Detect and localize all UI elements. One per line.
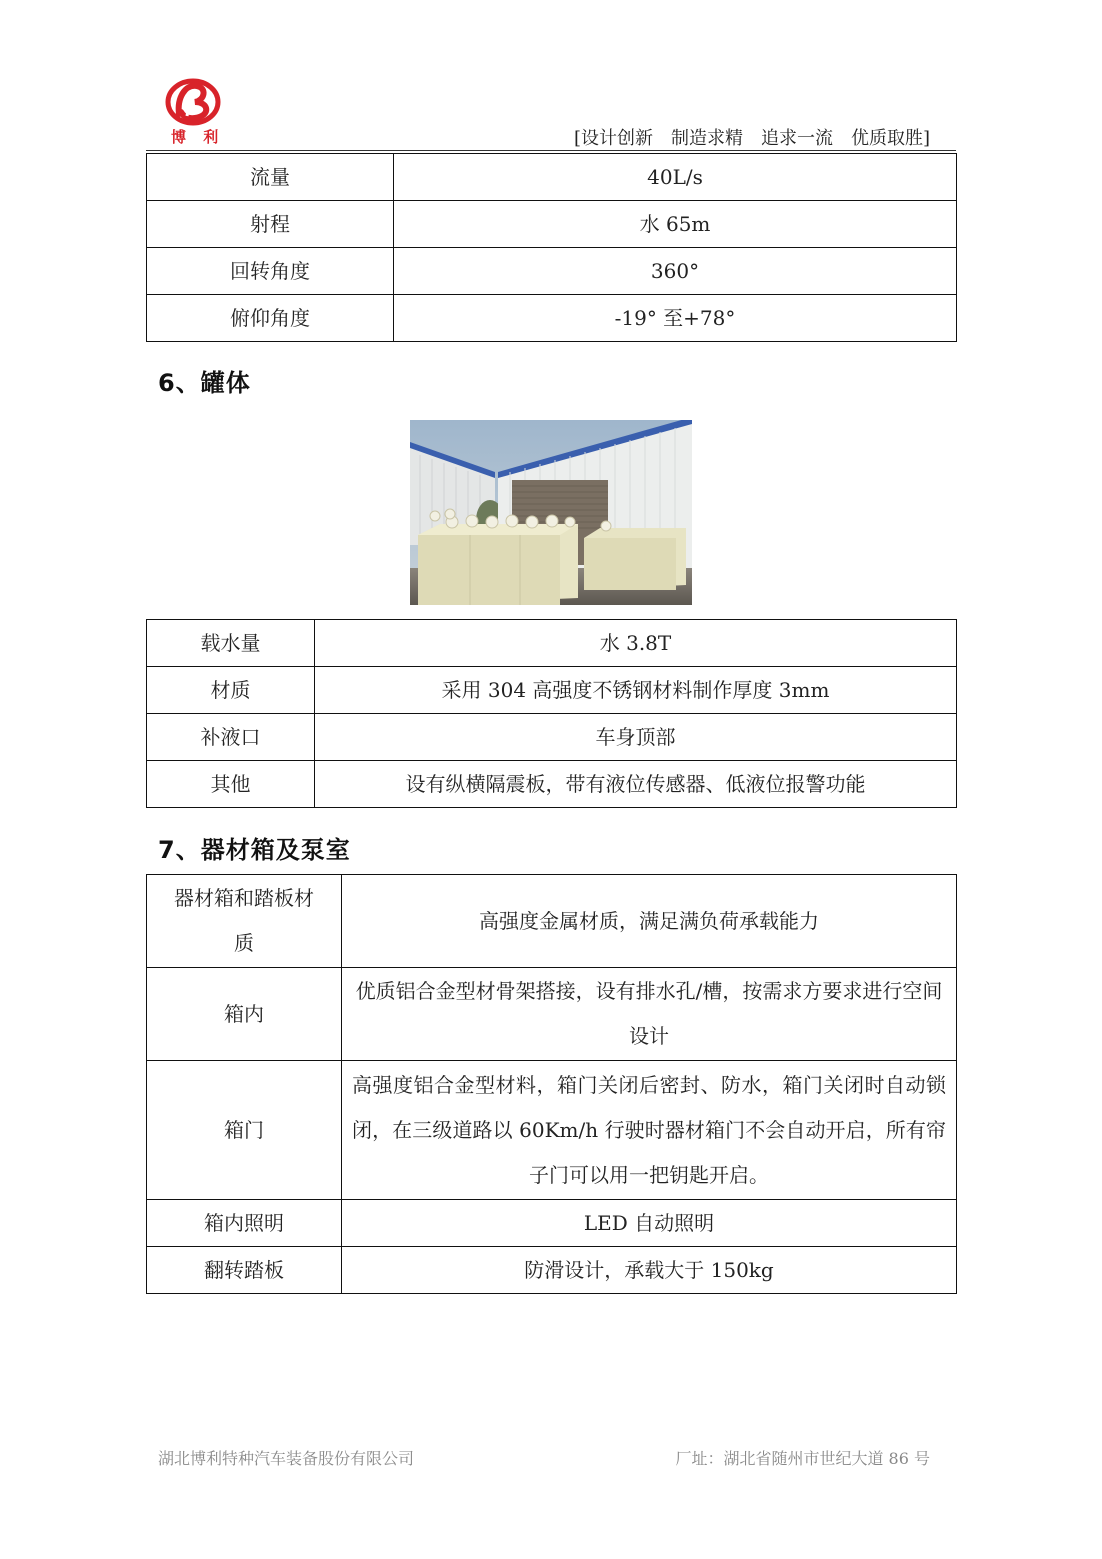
row-value: 360°	[394, 248, 957, 295]
table-row	[147, 968, 957, 1061]
footer-company: 湖北博利特种汽车装备股份有限公司	[158, 1449, 415, 1468]
table-row	[147, 248, 957, 295]
tank-photo	[410, 420, 692, 605]
table-row	[147, 714, 957, 761]
table-row	[147, 620, 957, 667]
row-label: 箱内	[147, 968, 342, 1061]
row-label: 箱门	[147, 1061, 342, 1200]
row-value: 优质铝合金型材骨架搭接，设有排水孔/槽，按需求方要求进行空间设计	[342, 968, 957, 1061]
section-heading-equipment-box: 7、器材箱及泵室	[158, 836, 351, 864]
row-value: 防滑设计，承载大于 150kg	[342, 1247, 957, 1294]
section-heading-tank: 6、罐体	[158, 369, 251, 397]
row-label: 补液口	[147, 714, 315, 761]
table-row	[147, 295, 957, 342]
row-label: 材质	[147, 667, 315, 714]
row-value: 水 65m	[394, 201, 957, 248]
footer-address: 厂址：湖北省随州市世纪大道 86 号	[675, 1449, 930, 1468]
row-value: 水 3.8T	[315, 620, 957, 667]
header-divider	[146, 150, 956, 151]
row-label: 翻转踏板	[147, 1247, 342, 1294]
spec-table-tank	[146, 619, 957, 808]
table-row	[147, 154, 957, 201]
table-row	[147, 1200, 957, 1247]
row-label: 俯仰角度	[147, 295, 394, 342]
row-value: -19° 至+78°	[394, 295, 957, 342]
row-label: 器材箱和踏板材质	[147, 875, 342, 968]
row-value: 设有纵横隔震板，带有液位传感器、低液位报警功能	[315, 761, 957, 808]
row-value: 采用 304 高强度不锈钢材料制作厚度 3mm	[315, 667, 957, 714]
spec-table-water-cannon	[146, 153, 957, 342]
row-value: 高强度铝合金型材料，箱门关闭后密封、防水，箱门关闭时自动锁闭，在三级道路以 60Km/h 行驶时器材箱门不会自动开启，所有帘子门可以用一把钥匙开启。	[342, 1061, 957, 1200]
table-row	[147, 1247, 957, 1294]
table-row	[147, 761, 957, 808]
row-value: 40L/s	[394, 154, 957, 201]
logo-mark-icon	[165, 78, 225, 128]
row-label: 流量	[147, 154, 394, 201]
tank-photo-image	[410, 420, 692, 605]
row-label: 其他	[147, 761, 315, 808]
row-label: 载水量	[147, 620, 315, 667]
row-label: 射程	[147, 201, 394, 248]
row-label: 箱内照明	[147, 1200, 342, 1247]
row-value: 车身顶部	[315, 714, 957, 761]
logo-text: 博 利	[171, 128, 225, 146]
table-row	[147, 1061, 957, 1200]
row-label: 回转角度	[147, 248, 394, 295]
table-row	[147, 875, 957, 968]
table-row	[147, 667, 957, 714]
row-value: 高强度金属材质，满足满负荷承载能力	[342, 875, 957, 968]
header-slogan: [设计创新 制造求精 追求一流 优质取胜]	[573, 128, 930, 149]
spec-table-equipment-box	[146, 874, 957, 1294]
row-value: LED 自动照明	[342, 1200, 957, 1247]
table-row	[147, 201, 957, 248]
